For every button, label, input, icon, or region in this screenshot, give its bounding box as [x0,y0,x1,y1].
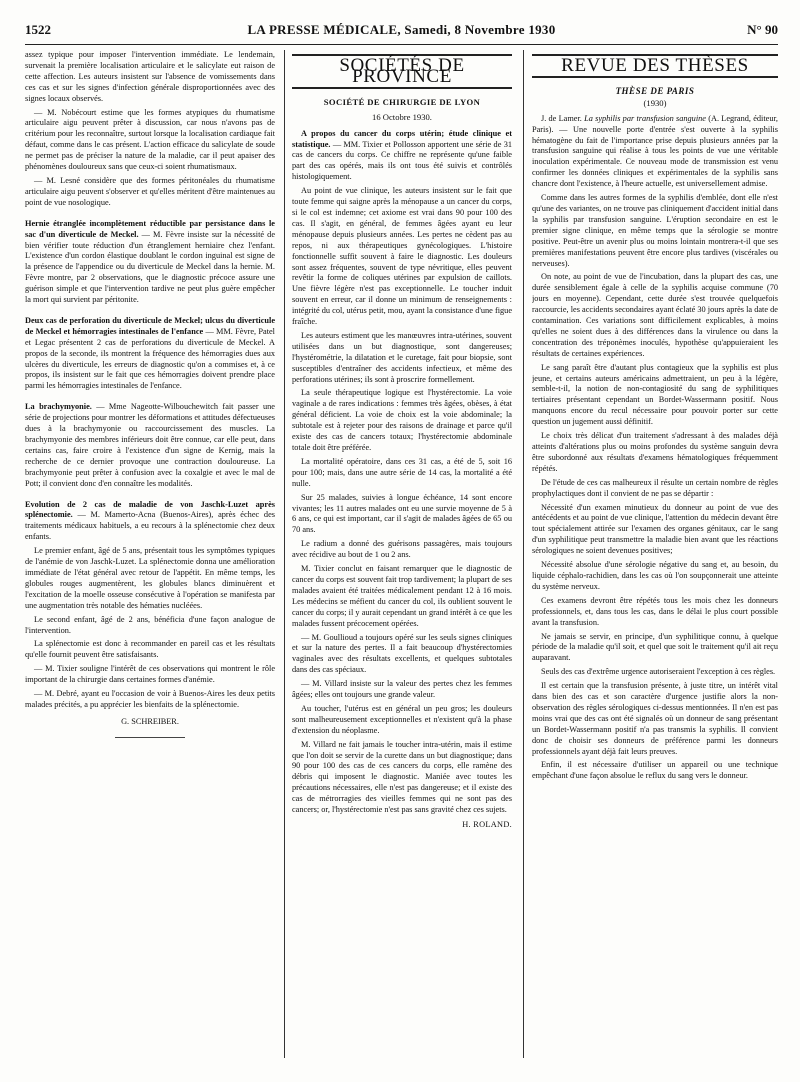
author-signature: G. SCHREIBER. [121,716,179,726]
end-rule [115,737,185,738]
column-divider [523,50,524,1058]
thesis-title: La syphilis par transfusion sanguine [581,113,706,123]
paragraph: On note, au point de vue de l'incubation, dans la plupart des cas, une durée sensiblement égale à celle de la syphilis acquise commune (70 jours en moyenne). Cependant, cette durée s'est trouvée quelquefois raccourcie, les accidents secondaires ayant éclaté 30 jours après la date de contamination. Ces variations sont difficilement explicables, à moins qu'elles ne soient dues à des différences dans la virulence ou dans la concentration des tréponèmes inoculés, hypothèse qu'appuieraient les résultats de certaines expériences. [532,272,778,358]
paragraph: Le second enfant, âgé de 2 ans, bénéficia d'une façon analogue de l'intervention. [25,614,275,635]
paragraph: — M. Debré, ayant eu l'occasion de voir à Buenos-Aires les deux petits malades précités, a pu apprécier les bienfaits de la splénectomie. [25,689,275,709]
section-year: (1930) [643,97,667,108]
paragraph: M. Tixier conclut en faisant remarquer que le diagnostic de cancer du corps est souvent fait trop tardivement; la plupart de ses malades avaient été traitées médicalement pendant 12 à 16 mois. Les médecins se méfient du cancer du col, ils oublient souvent le cancer du corps; il y aurait cependant un grand intérêt à ce que les malades fussent précocement opérées. [292,564,512,628]
article-section [25,402,275,489]
thesis-author: J. de Lamer. [541,113,582,123]
paragraph: Il est certain que la transfusion présente, à juste titre, un intérêt vital dans bien des cas et son caractère d'urgence justifie alors la non-observation des règles sérologiques ci-dessus mentionnées. Il n'en est pas moins vrai que des cas ont été signalés où un donneur de sang présentant un Bordet-Wassermann positif n'a pas transmis la syphilis. Il convient donc de choisir ses donneurs de préférence parmi les donneurs professionnels ayant déjà fait leurs preuves. [532,681,778,756]
section-subtitle: THÈSE DE PARIS [615,85,695,96]
paragraph: De l'étude de ces cas malheureux il résulte un certain nombre de règles prophylactiques dont il convient de ne pas se départir : [532,477,778,498]
section-title: Hernie étranglée incomplètement réductible par persistance dans le sac d'un diverticule de Meckel. [25,218,275,239]
paragraph: Au toucher, l'utérus est en général un peu gros; les douleurs sont malheureusement exceptionnelles et n'existent qu'à la phase d'extension du néoplasme. [292,703,512,735]
paragraph: — M. Lesné considère que des formes péritonéales du rhumatisme articulaire aigu peuvent s'observer et qu'elles méritent d'être maintenues au point de vue nosologique. [25,175,275,207]
section-title: Evolution de 2 cas de maladie de von Jaschk-Luzet après splénectomie. [25,499,275,520]
section-body: — M. Mamerto-Acna (Buenos-Aires), après échec des traitements médicaux habituels, a eu recours à la splénectomie chez deux enfants. [25,510,275,542]
header-rule [25,44,778,45]
article-section [532,114,778,190]
section-title: La brachymyonie. [25,402,92,412]
paragraph: Le choix très délicat d'un traitement s'adressant à des malades déjà atteints d'altérations plus ou moins profondes du système sanguin devra être subordonné aux résultats d'examens hématologiques fréquemment répétés. [532,431,778,473]
society-name: SOCIÉTÉ DE CHIRURGIE DE LYON [323,96,481,107]
paragraph: Le sang paraît être d'autant plus contagieux que la syphilis est plus jeune, et certains auteurs américains admettraient, un peu à la légère, semble-t-il, la notion de non-contagiosité du sang de syphilitiques tertiaires présentant cependant un Bordet-Wassermann positif. Nous manquons encore du recul nécessaire pour pouvoir porter sur cette question un jugement aussi définitif. [532,362,778,427]
paragraph: Enfin, il est nécessaire d'utiliser un appareil ou une technique empêchant d'une façon absolue le reflux du sang vers le donneur. [532,760,778,781]
page-header [25,22,778,44]
paragraph: Nécessité absolue d'une sérologie négative du sang et, au besoin, du liquide céphalo-rachidien, dans les cas où l'on soupçonnerait une atteinte du système nerveux. [532,560,778,591]
paragraph: — M. Nobécourt estime que les formes atypiques du rhumatisme articulaire aigu peuvent prêter à discussion, car nous n'avons pas de critérium pour les reconnaître, surtout lorsque la localisation cardiaque fait défaut, comme dans le cas présent. L'action efficace du salicylate de soude ne permet pas de préciser la nature de la maladie, car il peut apaiser des phénomènes douloureux sans que ceux-ci soient rhumatismaux. [25,107,275,172]
section-title: Deux cas de perforation du diverticule de Meckel; ulcus du diverticule de Meckel et hémorragies intestinales de l'enfance [25,315,275,336]
section-body: — MM. Tixier et Pollosson apportent une série de 31 cas de cancers du corps. Ce chiffre ne représente qu'une faible part des cas opérés, mais ils ont tous été suivis et contrôlés histologiquement. [292,139,512,182]
column-divider [284,50,285,1058]
column-left [25,50,275,1062]
paragraph: Ces examens devront être répétés tous les mois chez les donneurs professionnels, et, dans tous les cas, dans le délai le plus court possible avant la transfusion. [532,595,778,627]
paragraph: — M. Goullioud a toujours opéré sur les seuls signes cliniques et sur la nature des pertes. Il a fait beaucoup d'hystérectomies vaginales avec des résultats excellents, et quelques subtotales dans des cas spéciaux. [292,632,512,675]
article-section [25,316,275,392]
issue-number: N° 90 [747,22,778,37]
paragraph: assez typique pour imposer l'intervention immédiate. Le lendemain, survenait la première localisation articulaire et le salicylate eut raison de cette affection. Les auteurs insistent sur l'absence de vomissements dans ces cas et sur les signes d'infection générale disproportionnées avec des signes locaux observés. [25,50,275,103]
session-date: 16 Octobre 1930. [372,111,432,122]
section-banner: REVUE DES THÈSES [532,54,778,78]
section-body: — M. Fèvre insiste sur la nécessité de bien vérifier toute réduction d'un étranglement herniaire chez l'enfant. L'existence d'un cordon élastique doublant le cordon inguinal est signe de la présence de l'appendice ou du diverticule de Meckel dans la hernie. M. Fèvre montre, par 2 observations, que le diagnostic précoce assure une guérison simple et que l'intervention tardive ne peut plus guère empêcher la mort qui survient par péritonite. [25,229,275,305]
publication-title: LA PRESSE MÉDICALE, Samedi, 8 Novembre 1930 [247,22,556,37]
article-section [25,500,275,544]
paragraph: Ne jamais se servir, en principe, d'un syphilitique connu, à quelque période de la maladie qu'il soit, et quel que soit le traitement qu'il ait reçu auparavant. [532,631,778,663]
section-title: A propos du cancer du corps utérin; étude clinique et statistique. [292,128,512,149]
paragraph: La mortalité opératoire, dans ces 31 cas, a été de 5, soit 16 pour 100; mais, dans une autre série de 14 cas, la mortalité a été nulle. [292,456,512,488]
paragraph: — M. Tixier souligne l'intérêt de ces observations qui montrent le rôle important de la chirurgie dans certaines formes d'anémie. [25,664,275,685]
paragraph: Sur 25 malades, suivies à longue échéance, 14 sont encore vivantes; les 11 autres malades ont eu une survie moyenne de 5 à 6 ans, ce qui est important, car il s'agit de malades âgées de 65 ou 70 ans. [292,492,512,535]
paragraph: Au point de vue clinique, les auteurs insistent sur le fait que toute femme qui saigne après la ménopause a un cancer du corps, si le col est indemne; cet axiome est vrai dans 90 pour 100 des cas. Il s'agit, en général, de femmes âgées ayant eu leur ménopause depuis plusieurs années. Les pertes ne cèdent pas au repos, ni aux thérapeutiques gynécologiques. L'histoire fonctionnelle suffit souvent à faire le diagnostic. Les douleurs sont assez fréquentes, souvent de type névritique, elles peuvent revêtir la forme de coliques utérines par expulsion de caillots. Une fièvre légère n'est pas exceptionnelle. Le toucher induit souvent en erreur, car il donne un minimum de renseignements : intégrité du col, utérus petit, mou, ayant la consistance d'une figue fraîche. [292,186,512,327]
paragraph: La splénectomie est donc à recommander en pareil cas et les résultats qu'elle fournit peuvent être satisfaisants. [25,639,275,660]
section-body: — MM. Fèvre, Patel et Legac présentent 2 cas de perforations du diverticule de Meckel. A propos de la seconde, ils montrent la fréquence des hémorragies dues aux ulcères du diverticule, les erreurs de diagnostic qu'on a commises et, à ce propos, ils insistent sur le fait que ces hémorragies doivent prendre place parmi les hémorragies intestinales de l'enfance. [25,326,275,391]
section-body: (A. Legrand, éditeur, Paris). — Une nouvelle porte d'entrée s'est ouverte à la syphilis hématogène du fait de l'importance prise depuis plusieurs années par la transfusion sanguine qui réalise à tous les points de vue une véritable inoculation expérimentale. Ce nouveau mode de transmission est venu confirmer les données cliniques et expérimentales de la syphilis sans chancre dont l'existence, à l'heure actuelle, est universellement admise. [532,113,778,189]
paragraph: Le radium a donné des guérisons passagères, mais toujours avec récidive au bout de 1 ou 2 ans. [292,539,512,560]
section-body: — Mme Nageotte-Wilbouchewitch fait passer une série de projections pour montrer les déformations et attitudes défectueuses dues à la brachymyonie ou raccourcissement des muscles. La brachymyonie des membres inférieurs doit être connue, car elle peut, dans certains cas, faire croire à l'existence d'un signe de Kernig, mais la recherche de ce dernier provoque une contraction douloureuse. La brachymyonie peut prêter à confusion avec la coxalgie et avec le mal de Pott; il convient donc d'en connaître les modalités. [25,402,275,488]
paragraph: M. Villard ne fait jamais le toucher intra-utérin, mais il estime que l'on doit se servir de la curette dans un but diagnostique; dans 90 pour 100 des cas de ces cancers du corps, elle ramène des débris qui imposent le diagnostic. Maniée avec toutes les précautions nécessaires, elle n'est pas dangereuse; et il existe des cas de métrorragies des vieilles femmes qui ne sont pas des cancers; or, l'hystérectomie n'est pas sans gravité chez ces sujets. [292,739,512,815]
section-banner: SOCIÉTÉS DE PROVINCE [292,54,512,89]
column-middle [292,50,512,1062]
author-signature: H. ROLAND. [462,820,512,829]
article-section [292,129,512,184]
paragraph: Nécessité d'un examen minutieux du donneur au point de vue des antécédents et au point de vue clinique, l'attention du médecin devant être tout spécialement attirée sur l'examen des organes génitaux, car le sang d'un syphilitique peut transmettre la maladie bien avant que les réactions sérologiques ne soient devenues positives; [532,502,778,556]
column-right [532,50,778,1062]
paragraph: Les auteurs estiment que les manœuvres intra-utérines, souvent utilisées dans un but diagnostique, sont dangereuses; l'hystérométrie, la dilatation et le curetage, fait pour biopsie, sont susceptibles d'entraîner des accidents infectieux, et même des perforations utérines; ils sont à proscrire formellement. [292,330,512,384]
paragraph: Le premier enfant, âgé de 5 ans, présentait tous les symptômes typiques de l'anémie de von Jaschk-Luzet. La splénectomie donna une amélioration immédiate de l'état général avec retour de l'appétit. En même temps, les globules rouges augmentèrent, les globules blancs diminuèrent et l'excitation de la moelle osseuse consécutive à l'opération se manifesta par une augmentation très notable des hématies nucléées. [25,546,275,610]
page-number: 1522 [25,22,51,37]
paragraph: — M. Villard insiste sur la valeur des pertes chez les femmes âgées; elles ont toujours une grande valeur. [292,679,512,700]
article-section [25,219,275,306]
paragraph: La seule thérapeutique logique est l'hystérectomie. La voie vaginale a de rares indications : femmes très âgées, obèses, à état général déficient. La voie de choix est la voie abdominale; la subtotale est à rejeter pour des raisons de drainage et parce qu'il existe des cas de cancers totaux; l'hystérectomie abdominale totale doit être préférée. [292,388,512,452]
paragraph: Comme dans les autres formes de la syphilis d'emblée, dont elle n'est qu'une des variantes, on ne trouve pas cliniquement d'accident initial dans la syphilis par transfusion sanguine. L'éruption secondaire en est le premier signe clinique, en même temps que la sérologie se montre positive. Peut-être un avenir plus ou moins lointain montrera-t-il que ses premières manifestations peuvent être encore plus tardives (viscérales ou nerveuses). [532,193,778,268]
paragraph: Seuls des cas d'extrême urgence autoriseraient l'exception à ces règles. [541,667,776,677]
